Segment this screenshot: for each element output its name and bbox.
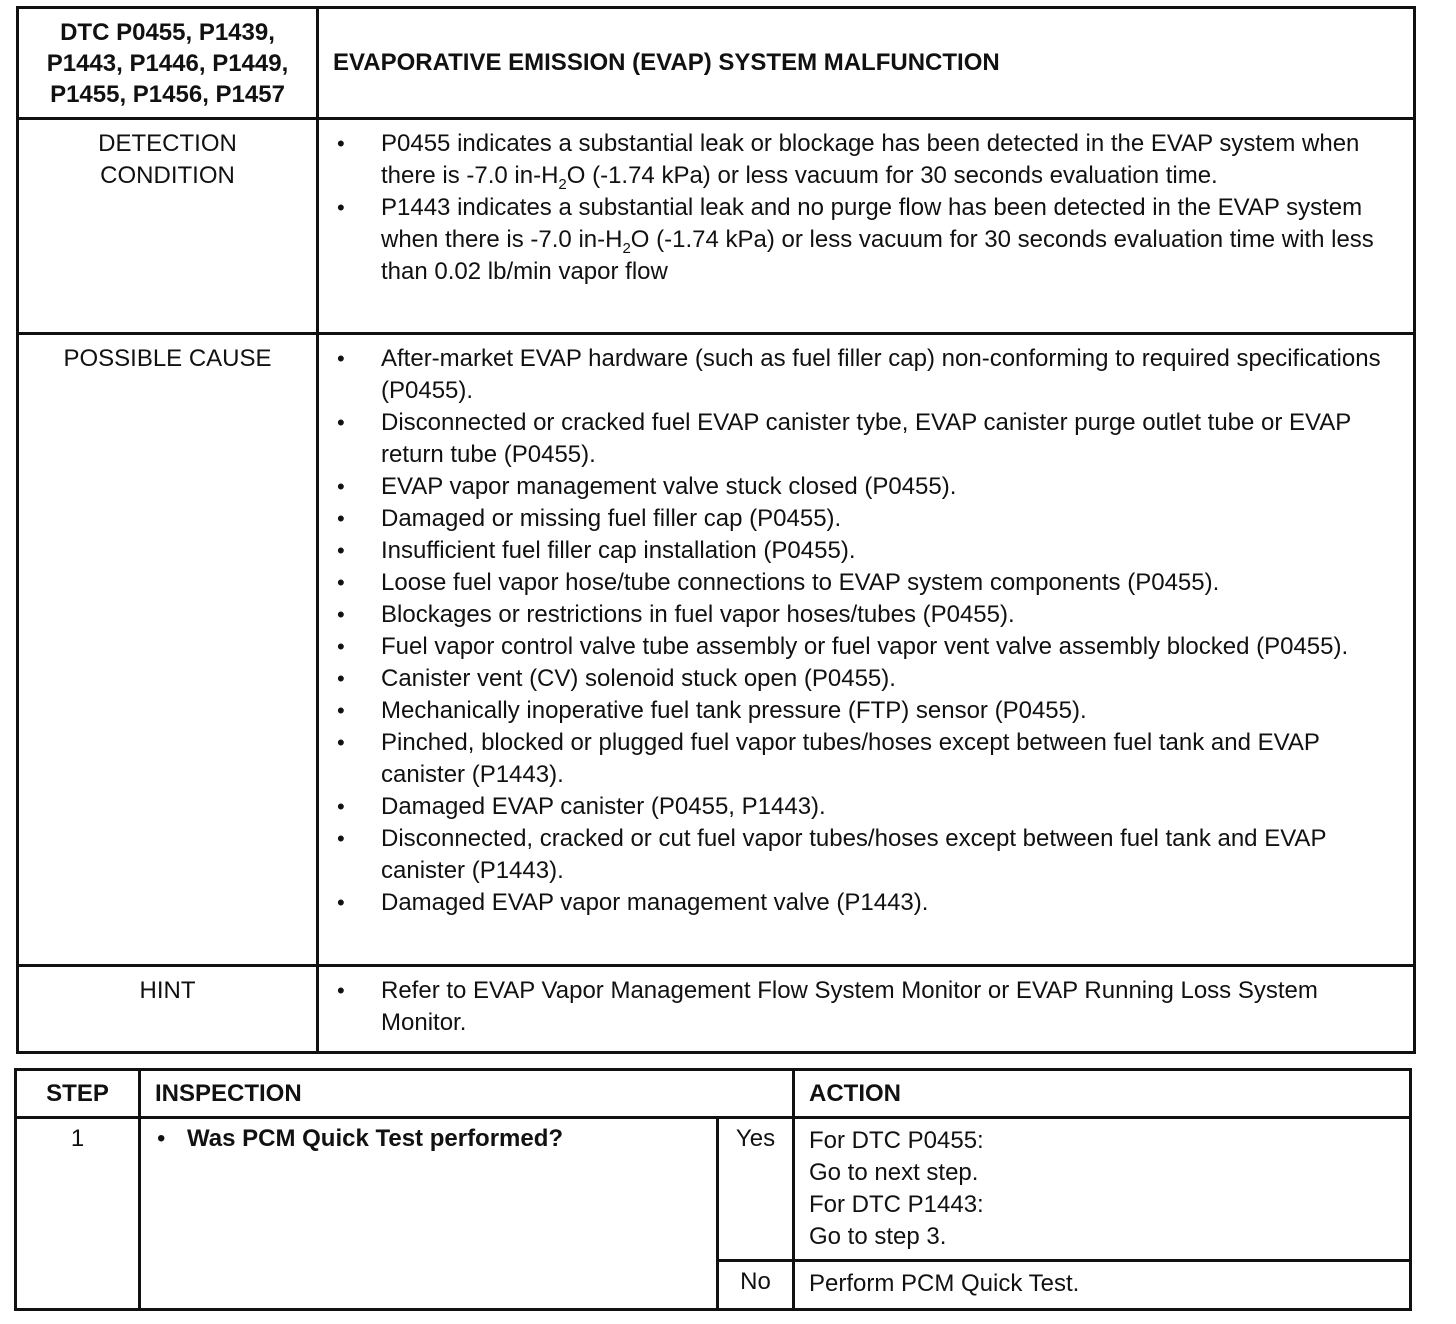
inspection-question: • Was PCM Quick Test performed? [140, 1118, 718, 1310]
possible-cause-item: • Blockages or restrictions in fuel vapor hoses/tubes (P0455). [319, 599, 1395, 631]
possible-cause-item: • Fuel vapor control valve tube assembly or fuel vapor vent valve assembly blocked (P0455). [319, 631, 1395, 663]
possible-cause-item: • Damaged EVAP vapor management valve (P1443). [319, 887, 1395, 919]
dtc-codes-cell [18, 8, 318, 119]
inspection-step-table [14, 1068, 1412, 1311]
hint-item: • Refer to EVAP Vapor Management Flow System Monitor or EVAP Running Loss System Monitor. [319, 975, 1395, 1039]
system-title: EVAPORATIVE EMISSION (EVAP) SYSTEM MALFUNCTION [318, 8, 1415, 119]
detection-item: • P1443 indicates a substantial leak and no purge flow has been detected in the EVAP system when there is -7.0 $in-H_2O$ (-1.74 kPa) or less vacuum for 30 seconds evaluation time with less than 0.02 lb/min vapor flow [319, 192, 1395, 288]
hint-content [318, 966, 1415, 1053]
yes-action: For DTC P0455: Go to next step. For DTC P1443: Go to step 3. [794, 1118, 1411, 1261]
step-row-yes [16, 1118, 1411, 1261]
possible-cause-item: • Disconnected, cracked or cut fuel vapor tubes/hoses except between fuel tank and EVAP canister (P1443). [319, 823, 1395, 887]
possible-cause-item: • Pinched, blocked or plugged fuel vapor tubes/hoses except between fuel tank and EVAP canister (P1443). [319, 727, 1395, 791]
step-header-row [16, 1070, 1411, 1118]
dtc-code-line: P1455, P1456, P1457 [50, 80, 285, 108]
possible-cause-item: • Insufficient fuel filler cap installation (P0455). [319, 535, 1395, 567]
possible-cause-item: • Mechanically inoperative fuel tank pressure (FTP) sensor (P0455). [319, 695, 1395, 727]
possible-cause-row [18, 334, 1415, 966]
detection-condition-row [18, 119, 1415, 334]
hint-row [18, 966, 1415, 1053]
step-header: STEP [16, 1070, 140, 1118]
action-header: ACTION [794, 1070, 1411, 1118]
possible-cause-list [319, 335, 1413, 923]
possible-cause-item: • EVAP vapor management valve stuck closed (P0455). [319, 471, 1395, 503]
no-action: Perform PCM Quick Test. [794, 1261, 1411, 1310]
possible-cause-item: • Disconnected or cracked fuel EVAP canister tybe, EVAP canister purge outlet tube or EVAP return tube (P0455). [319, 407, 1395, 471]
yes-label: Yes [718, 1118, 794, 1261]
dtc-code-line: DTC P0455, P1439, [60, 18, 275, 46]
possible-cause-item: • After-market EVAP hardware (such as fuel filler cap) non-conforming to required specifications (P0455). [319, 343, 1395, 407]
possible-cause-label: POSSIBLE CAUSE [18, 334, 318, 966]
hint-label: HINT [18, 966, 318, 1053]
possible-cause-item: • Damaged or missing fuel filler cap (P0455). [319, 503, 1395, 535]
possible-cause-item: • Damaged EVAP canister (P0455, P1443). [319, 791, 1395, 823]
dtc-code-line: P1443, P1446, P1449, [46, 49, 289, 77]
inspection-header: INSPECTION [140, 1070, 794, 1118]
possible-cause-content [318, 334, 1415, 966]
detection-condition-label: DETECTION CONDITION [18, 119, 318, 334]
possible-cause-item: • Loose fuel vapor hose/tube connections to EVAP system components (P0455). [319, 567, 1395, 599]
no-label: No [718, 1261, 794, 1310]
step-number: 1 [16, 1118, 140, 1310]
dtc-info-table [16, 6, 1416, 1054]
detection-item: • P0455 indicates a substantial leak or blockage has been detected in the EVAP system when there is -7.0 $in-H_2O$ (-1.74 kPa) or less vacuum for 30 seconds evaluation time. [319, 128, 1395, 192]
possible-cause-item: • Canister vent (CV) solenoid stuck open (P0455). [319, 663, 1395, 695]
dtc-header-row [18, 8, 1415, 119]
detection-condition-content [318, 119, 1415, 334]
